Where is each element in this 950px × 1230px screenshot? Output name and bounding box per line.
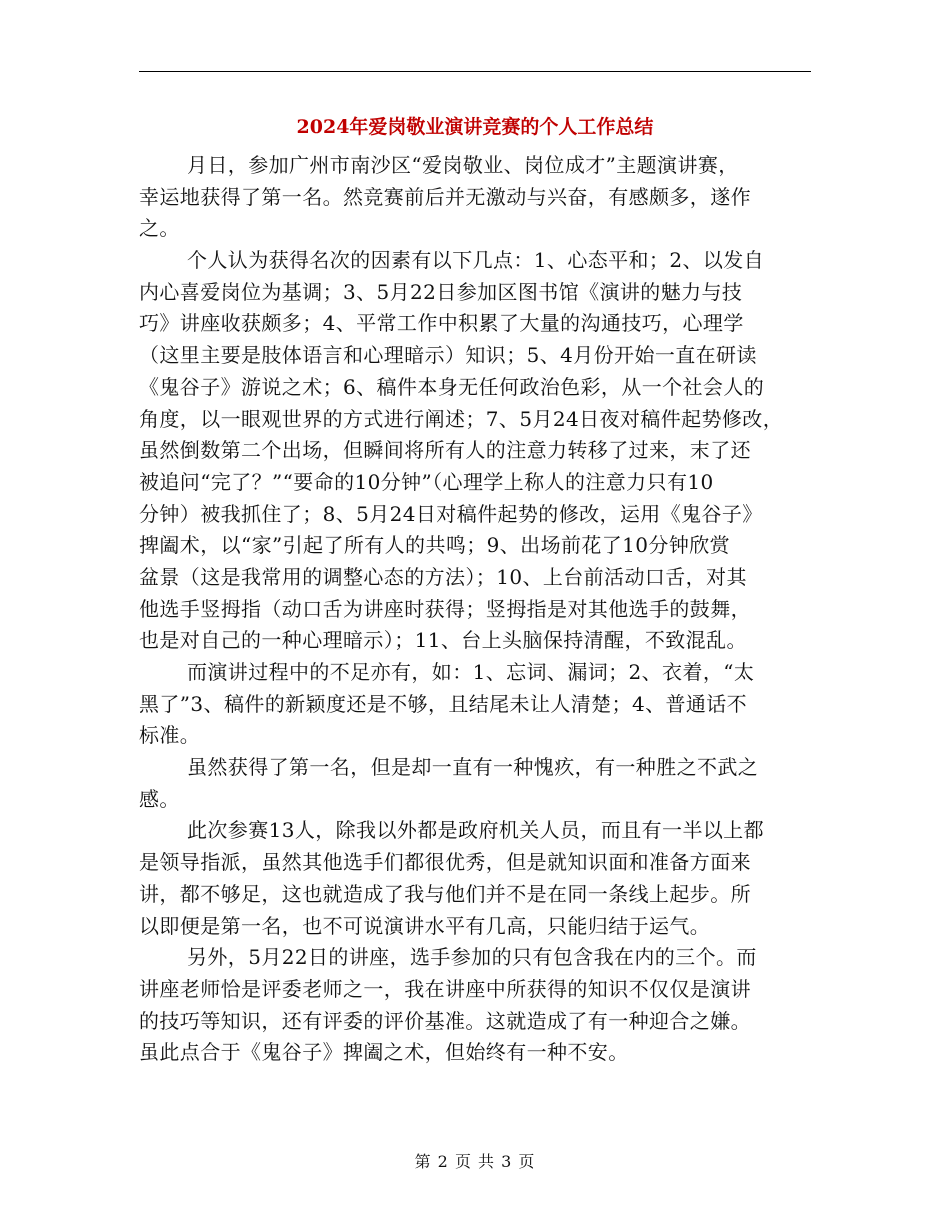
- text-line: 之。: [139, 216, 180, 241]
- text-line: 盆景（这是我常用的调整心态的方法）；10、上台前活动口舌，对其: [139, 564, 747, 589]
- text-line: 的技巧等知识，还有评委的评价基准。这就造成了有一种迎合之嫌。: [139, 1008, 751, 1033]
- paragraph-1: [139, 150, 811, 245]
- document-title: 2024年爱岗敬业演讲竞赛的个人工作总结: [296, 116, 654, 138]
- text-line: 是领导指派，虽然其他选手们都很优秀，但是就知识面和准备方面来: [139, 850, 751, 875]
- text-line: 幸运地获得了第一名。然竞赛前后并无激动与兴奋，有感颇多，遂作: [139, 184, 751, 209]
- text-line: 标准。: [139, 723, 201, 748]
- text-line: 角度，以一眼观世界的方式进行阐述；7、5月24日夜对稿件起势修改，: [139, 406, 784, 431]
- text-line: 巧》讲座收获颇多；4、平常工作中积累了大量的沟通技巧，心理学: [139, 311, 744, 336]
- text-line: 讲，都不够足，这也就造成了我与他们并不是在同一条线上起步。所: [139, 881, 751, 906]
- text-line: 内心喜爱岗位为基调；3、5月22日参加区图书馆《演讲的魅力与技: [139, 279, 743, 304]
- text-line: （这里主要是肢体语言和心理暗示）知识；5、4月份开始一直在研读: [139, 343, 757, 368]
- text-line: 黑了”3、稿件的新颖度还是不够，且结尾未让人清楚；4、普通话不: [139, 691, 748, 716]
- header-rule: [139, 71, 811, 72]
- text-line: 被追问“完了？”“要命的10分钟”（心理学上称人的注意力只有10: [139, 469, 714, 494]
- paragraph-3: [139, 657, 811, 752]
- paragraph-2: [139, 245, 811, 657]
- text-line: 个人认为获得名次的因素有以下几点：1、心态平和；2、以发自: [187, 248, 765, 273]
- text-line: 虽然倒数第二个出场，但瞬间将所有人的注意力转移了过来，末了还: [139, 438, 751, 463]
- text-line: 另外，5月22日的讲座，选手参加的只有包含我在内的三个。而: [187, 945, 757, 970]
- text-line: 以即便是第一名，也不可说演讲水平有几高，只能归结于运气。: [139, 913, 711, 938]
- text-line: 《鬼谷子》游说之术；6、稿件本身无任何政治色彩，从一个社会人的: [139, 374, 765, 399]
- document-body: [139, 150, 811, 1069]
- text-line: 讲座老师恰是评委老师之一，我在讲座中所获得的知识不仅仅是演讲: [139, 976, 751, 1001]
- text-line: 而演讲过程中的不足亦有，如：1、忘词、漏词；2、衣着，“太: [187, 660, 755, 684]
- text-line: 月日，参加广州市南沙区“爱岗敬业、岗位成才”主题演讲赛，: [187, 153, 739, 177]
- text-line: 感。: [139, 786, 180, 811]
- page-number-footer: 第 2 页 共 3 页: [414, 1152, 536, 1171]
- text-line: 此次参赛13人，除我以外都是政府机关人员，而且有一半以上都: [187, 818, 765, 843]
- paragraph-6: [139, 942, 811, 1069]
- text-line: 他选手竖拇指（动口舌为讲座时获得；竖拇指是对其他选手的鼓舞，: [139, 596, 751, 621]
- paragraph-4: [139, 752, 811, 815]
- text-line: 捭阖术，以“家”引起了所有人的共鸣；9、出场前花了10分钟欣赏: [139, 533, 731, 558]
- text-line: 也是对自己的一种心理暗示）；11、台上头脑保持清醒，不致混乱。: [139, 628, 747, 653]
- paragraph-5: [139, 815, 811, 942]
- text-line: 虽此点合于《鬼谷子》捭阖之术，但始终有一种不安。: [139, 1040, 629, 1065]
- text-line: 虽然获得了第一名，但是却一直有一种愧疚，有一种胜之不武之: [187, 755, 759, 780]
- text-line: 分钟）被我抓住了；8、5月24日对稿件起势的修改，运用《鬼谷子》: [139, 501, 763, 526]
